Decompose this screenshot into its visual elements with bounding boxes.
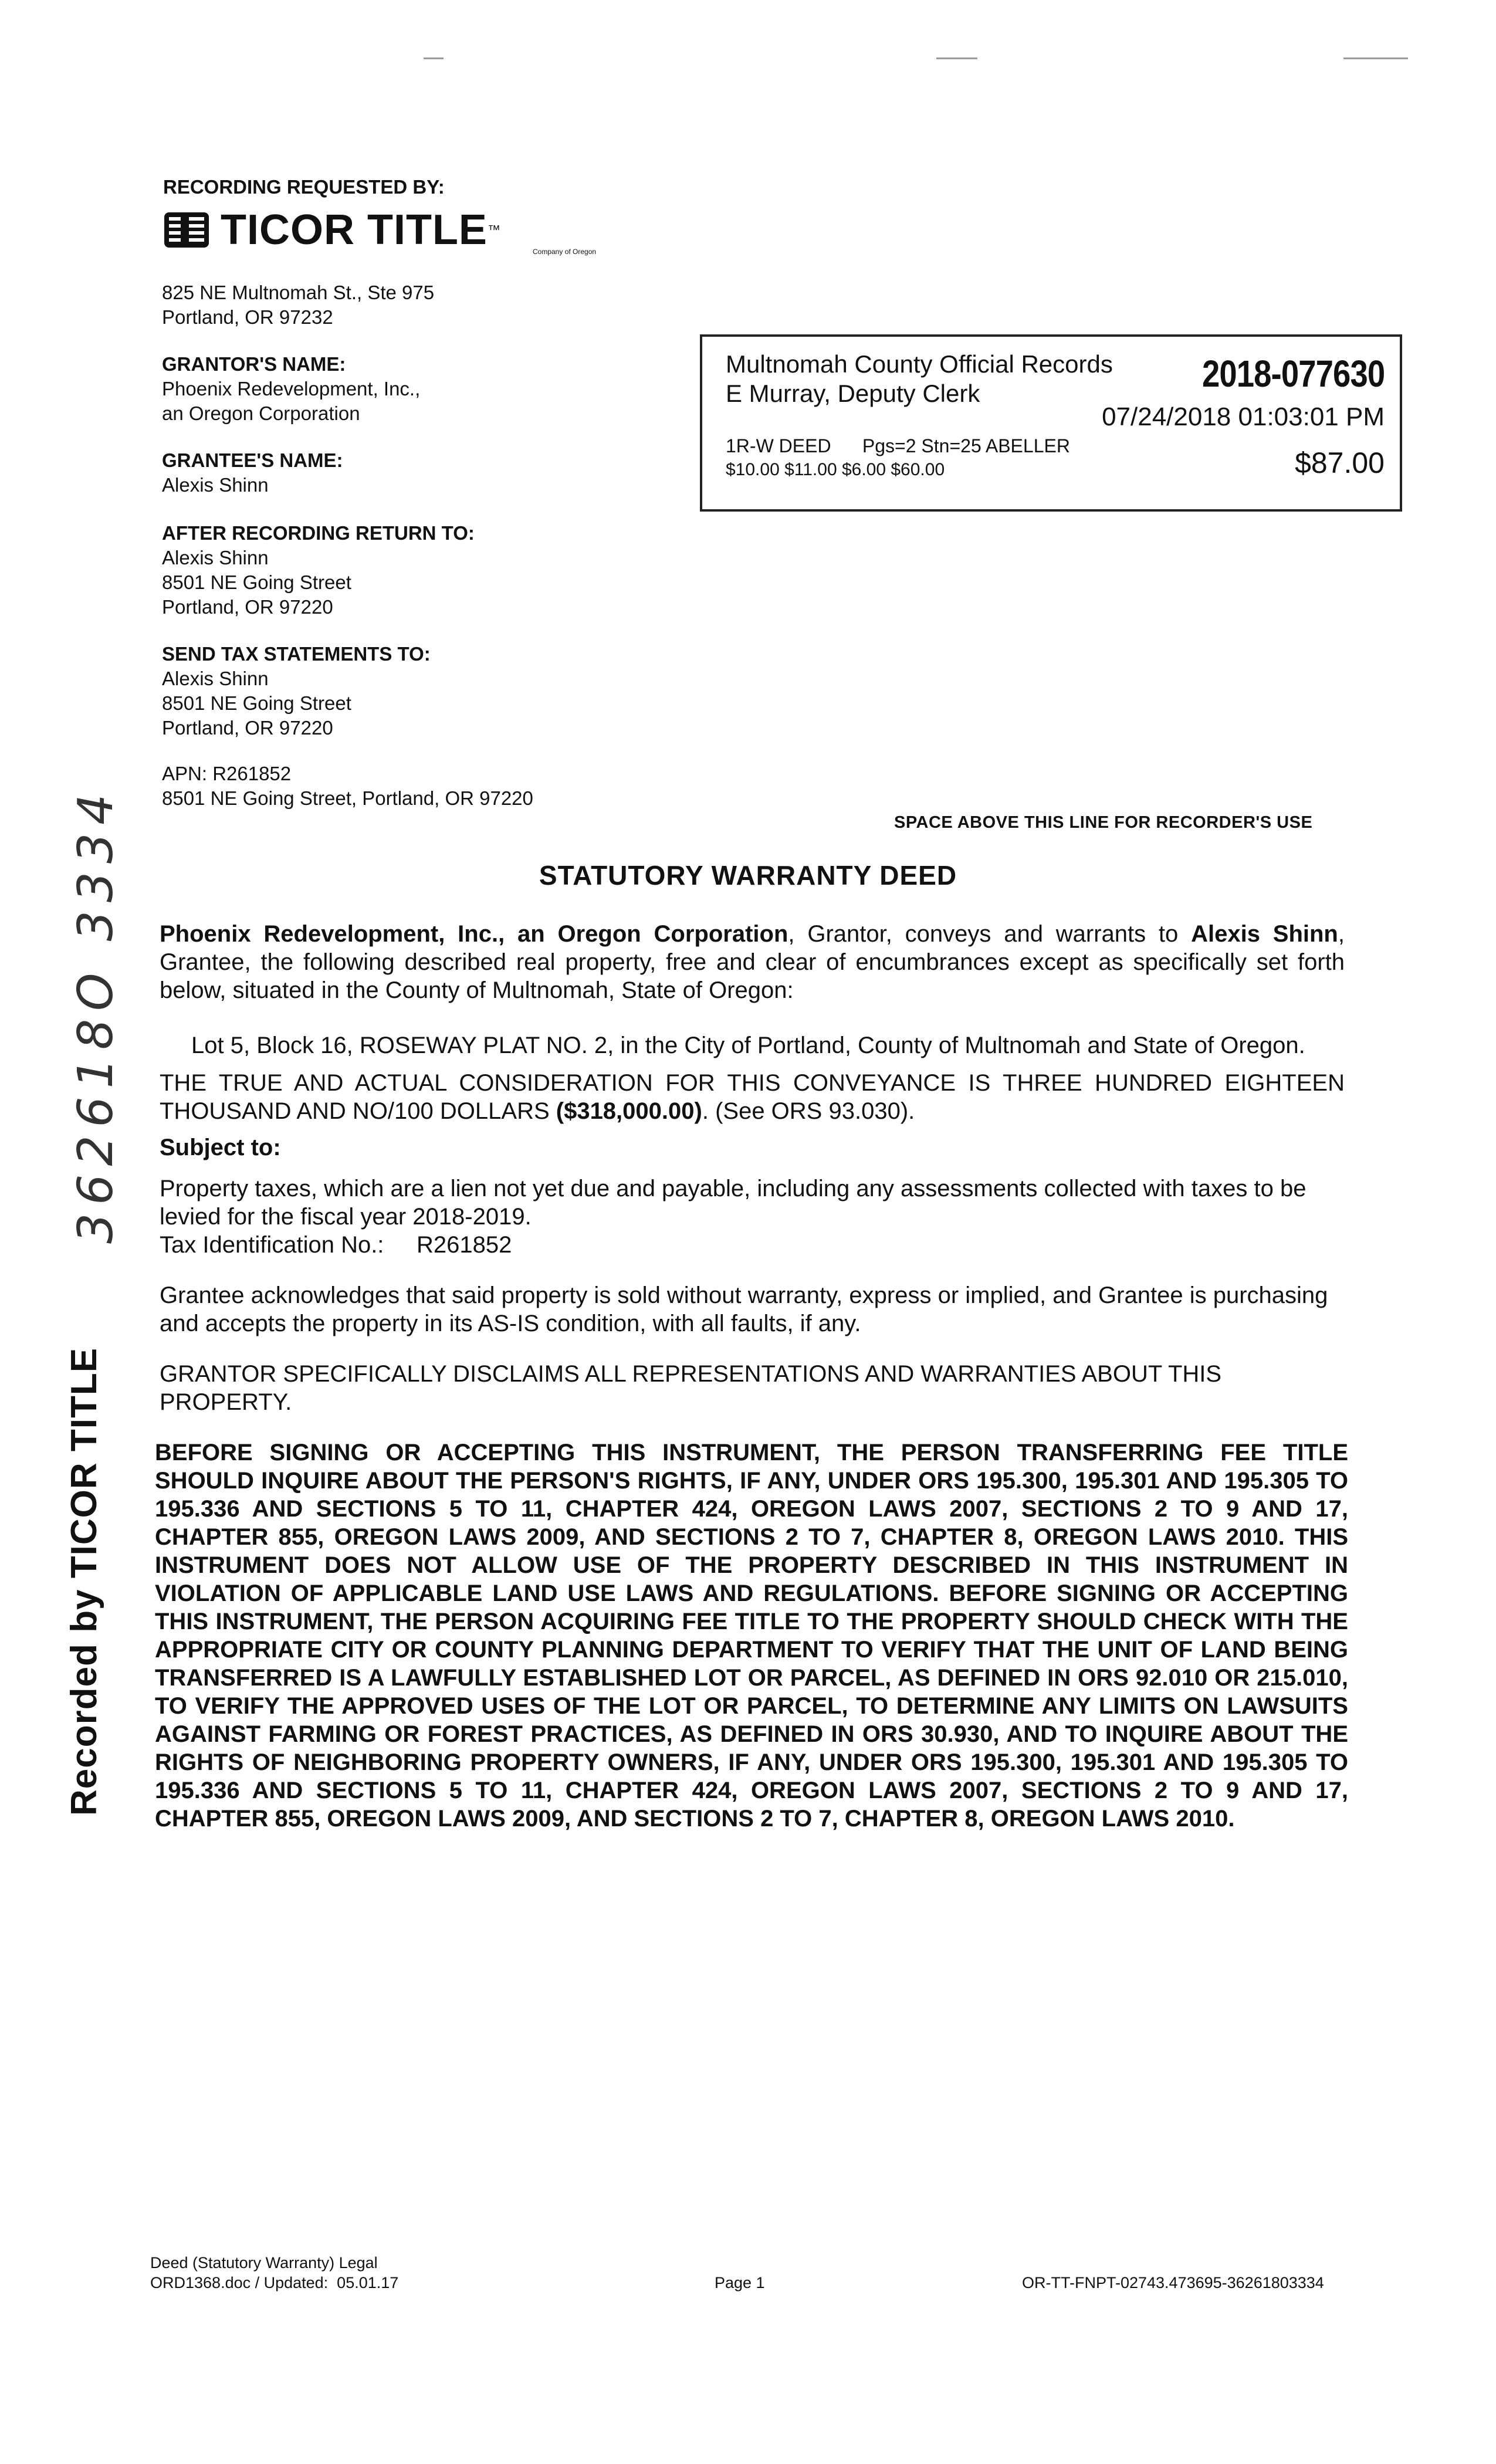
grantee-line1: Alexis Shinn <box>162 474 269 496</box>
grantor-label: GRANTOR'S NAME: <box>162 353 346 375</box>
grantee-name-bold: Alexis Shinn <box>1191 921 1338 947</box>
tax-statements-line1: Alexis Shinn <box>162 668 269 689</box>
logo-company-sub: Company of Oregon <box>533 248 597 256</box>
return-to-line1: Alexis Shinn <box>162 547 269 568</box>
tax-identification: Tax Identification No.: R261852 <box>160 1232 512 1258</box>
conveyance-rest: , Grantee, the following described real property, free and clear of encumbrances except as specifically set forth below, situated in the County of Multnomah, State of Oregon: <box>160 921 1345 1003</box>
grantor-name-bold: Phoenix Redevelopment, Inc., an Oregon Corporation <box>160 921 788 947</box>
recorder-county: Multnomah County Official Records <box>726 350 1113 378</box>
conveyance-mid: , Grantor, conveys and warrants to <box>788 921 1192 947</box>
record-total: $87.00 <box>1295 446 1385 479</box>
grantor-line2: an Oregon Corporation <box>162 402 360 424</box>
subject-to-heading: Subject to: <box>160 1135 281 1160</box>
recorder-stamp-box <box>700 334 1402 512</box>
tax-statements-label: SEND TAX STATEMENTS TO: <box>162 643 431 665</box>
handwritten-number: 362618O 3334 <box>68 786 124 1244</box>
scan-mark <box>936 57 977 59</box>
recorder-clerk: E Murray, Deputy Clerk <box>726 380 980 407</box>
conveyance-paragraph <box>160 920 1345 1004</box>
return-to-line3: Portland, OR 97220 <box>162 596 333 618</box>
ticor-logo-icon <box>163 210 210 250</box>
grantor-block <box>162 352 420 426</box>
record-fees: $10.00 $11.00 $6.00 $60.00 <box>726 460 945 479</box>
legal-description: Lot 5, Block 16, ROSEWAY PLAT NO. 2, in the City of Portland, County of Multnomah and State of Oregon. <box>191 1033 1305 1058</box>
tax-statements-block <box>162 642 431 740</box>
return-to-block <box>162 521 475 620</box>
consideration-amount: ($318,000.00) <box>556 1098 702 1124</box>
scan-mark <box>424 57 444 59</box>
record-datetime: 07/24/2018 01:03:01 PM <box>1102 402 1385 431</box>
footer-doc-type: Deed (Statutory Warranty) Legal <box>150 2254 378 2272</box>
as-is-paragraph: Grantee acknowledges that said property is sold without warranty, express or implied, and Grantee is purchasing and accepts the property in its AS-IS condition, with all faults, if any. <box>160 1282 1328 1336</box>
apn-line2: 8501 NE Going Street, Portland, OR 97220 <box>162 787 533 809</box>
ticor-address-line1: 825 NE Multnomah St., Ste 975 <box>162 282 435 303</box>
record-deed-type: 1R-W DEED Pgs=2 Stn=25 ABELLER <box>726 435 1070 456</box>
footer-order-number: OR-TT-FNPT-02743.473695-36261803334 <box>1022 2274 1324 2292</box>
statutory-notice-paragraph: BEFORE SIGNING OR ACCEPTING THIS INSTRUMENT, THE PERSON TRANSFERRING FEE TITLE SHOULD INQUIRE ABOUT THE PERSON'S RIGHTS, IF ANY, UNDER ORS 195.300, 195.301 AND 195.305 TO 195.336 AND SECTIONS 5 TO 11, CHAPTER 424, OREGON LAWS 2007, SECTIONS 2 TO 9 AND 17, CHAPTER 855, OREGON LAWS 2009, AND SECTIONS 2 TO 7, CHAPTER 8, OREGON LAWS 2010. THIS INSTRUMENT DOES NOT ALLOW USE OF THE PROPERTY DESCRIBED IN THIS INSTRUMENT IN VIOLATION OF APPLICABLE LAND USE LAWS AND REGULATIONS. BEFORE SIGNING OR ACCEPTING THIS INSTRUMENT, THE PERSON ACQUIRING FEE TITLE TO THE PROPERTY SHOULD CHECK WITH THE APPROPRIATE CITY OR COUNTY PLANNING DEPARTMENT TO VERIFY THAT THE UNIT OF LAND BEING TRANSFERRED IS A LAWFULLY ESTABLISHED LOT OR PARCEL, AS DEFINED IN ORS 92.010 OR 215.010, TO VERIFY THE APPROVED USES OF THE LOT OR PARCEL, TO DETERMINE ANY LIMITS ON LAWSUITS AGAINST FARMING OR FOREST PRACTICES, AS DEFINED IN ORS 30.930, AND TO INQUIRE ABOUT THE RIGHTS OF NEIGHBORING PROPERTY OWNERS, IF ANY, UNDER ORS 195.300, 195.301 AND 195.305 TO 195.336 AND SECTIONS 5 TO 11, CHAPTER 424, OREGON LAWS 2007, SECTIONS 2 TO 9 AND 17, CHAPTER 855, OREGON LAWS 2009, AND SECTIONS 2 TO 7, CHAPTER 8, OREGON LAWS 2010. <box>155 1440 1348 1832</box>
ticor-address <box>162 280 434 330</box>
document-title: STATUTORY WARRANTY DEED <box>539 860 957 891</box>
consideration-post: . (See ORS 93.030). <box>702 1098 915 1124</box>
grantor-line1: Phoenix Redevelopment, Inc., <box>162 378 421 400</box>
space-above-line-note: SPACE ABOVE THIS LINE FOR RECORDER'S USE <box>894 813 1313 832</box>
consideration-pre: THE TRUE AND ACTUAL CONSIDERATION FOR THIS CONVEYANCE IS THREE HUNDRED EIGHTEEN THOUSAND AND NO/100 DOLLARS <box>160 1070 1345 1124</box>
footer-left <box>150 2253 398 2293</box>
grantee-label: GRANTEE'S NAME: <box>162 449 343 471</box>
ticor-address-line2: Portland, OR 97232 <box>162 306 333 328</box>
consideration-paragraph <box>160 1069 1345 1125</box>
return-to-line2: 8501 NE Going Street <box>162 571 351 593</box>
footer-doc-file: ORD1368.doc / Updated: 05.01.17 <box>150 2274 399 2292</box>
footer-page-number: Page 1 <box>715 2274 765 2292</box>
recording-requested-label: RECORDING REQUESTED BY: <box>163 176 445 198</box>
recorded-by-stamp: Recorded by TICOR TITLE <box>64 1347 104 1816</box>
ticor-title-logo <box>163 205 597 256</box>
property-taxes-text: Property taxes, which are a lien not yet due and payable, including any assessments collected with taxes to be levied for the fiscal year 2018-2019. <box>160 1176 1307 1230</box>
apn-block <box>162 761 533 811</box>
logo-trademark: ™ <box>487 222 500 237</box>
scan-mark <box>1343 57 1408 59</box>
apn-line1: APN: R261852 <box>162 763 292 784</box>
return-to-label: AFTER RECORDING RETURN TO: <box>162 522 475 544</box>
property-taxes-paragraph <box>160 1175 1345 1259</box>
tax-statements-line3: Portland, OR 97220 <box>162 717 333 739</box>
disclaimer-paragraph: GRANTOR SPECIFICALLY DISCLAIMS ALL REPRESENTATIONS AND WARRANTIES ABOUT THIS PROPERTY. <box>160 1361 1222 1415</box>
grantee-block <box>162 448 343 497</box>
record-number: 2018-077630 <box>1201 353 1385 395</box>
tax-statements-line2: 8501 NE Going Street <box>162 692 351 714</box>
logo-company-name: TICOR TITLE <box>221 207 488 253</box>
